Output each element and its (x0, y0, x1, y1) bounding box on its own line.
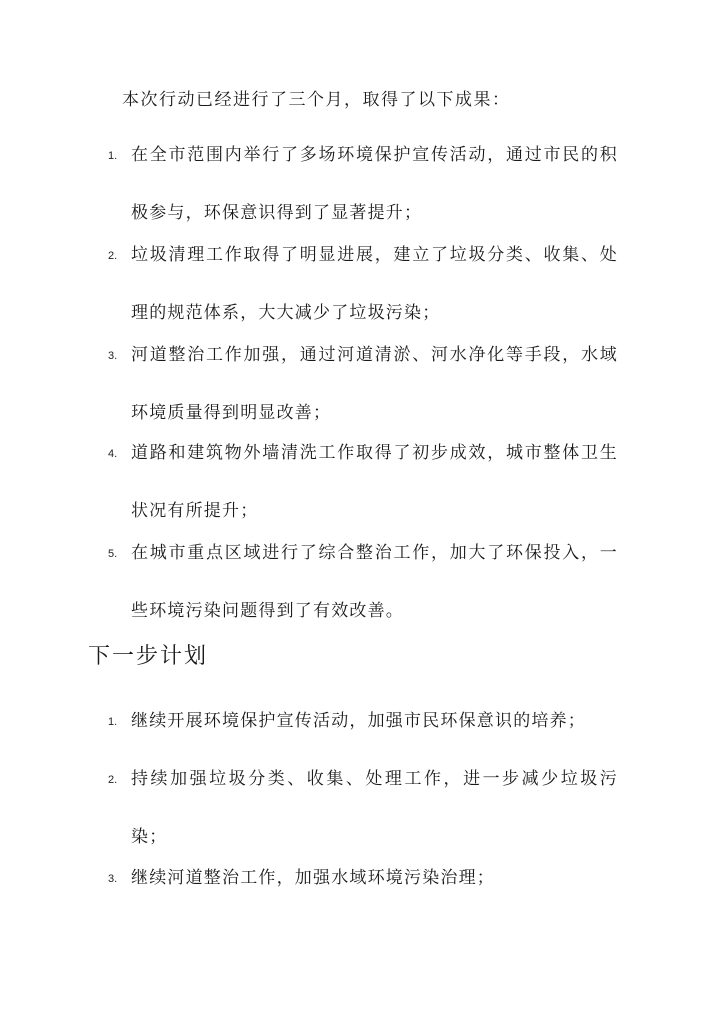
list-number: 5. (108, 548, 118, 560)
list-item-text: 继续开展环境保护宣传活动，加强市民环保意识的培养； (131, 711, 586, 731)
list-number: 3. (108, 873, 118, 885)
list-number: 2. (108, 774, 118, 786)
list-item-text: 垃圾清理工作取得了明显进展，建立了垃圾分类、收集、处理的规范体系，大大减少了垃圾污染； (131, 245, 618, 323)
list-number: 2. (108, 250, 118, 262)
list-item-text: 河道整治工作加强，通过河道清淤、河水净化等手段，水域环境质量得到明显改善； (131, 345, 618, 423)
list-number: 1. (108, 716, 118, 728)
list-number: 4. (108, 448, 118, 460)
intro-paragraph: 本次行动已经进行了三个月，取得了以下成果： (122, 90, 511, 110)
list-number: 3. (108, 350, 118, 362)
list-item-text: 在全市范围内举行了多场环境保护宣传活动，通过市民的积极参与，环保意识得到了显著提升； (131, 145, 618, 223)
list-item-text: 持续加强垃圾分类、收集、处理工作，进一步减少垃圾污染； (131, 769, 618, 847)
list-item-text: 道路和建筑物外墙清洗工作取得了初步成效，城市整体卫生状况有所提升； (131, 443, 618, 521)
list-item-text: 继续河道整治工作，加强水域环境污染治理； (131, 868, 495, 888)
section-heading-next-steps: 下一步计划 (88, 644, 209, 669)
list-item-text: 在城市重点区域进行了综合整治工作，加大了环保投入，一些环境污染问题得到了有效改善。 (131, 543, 618, 621)
list-number: 1. (108, 150, 118, 162)
